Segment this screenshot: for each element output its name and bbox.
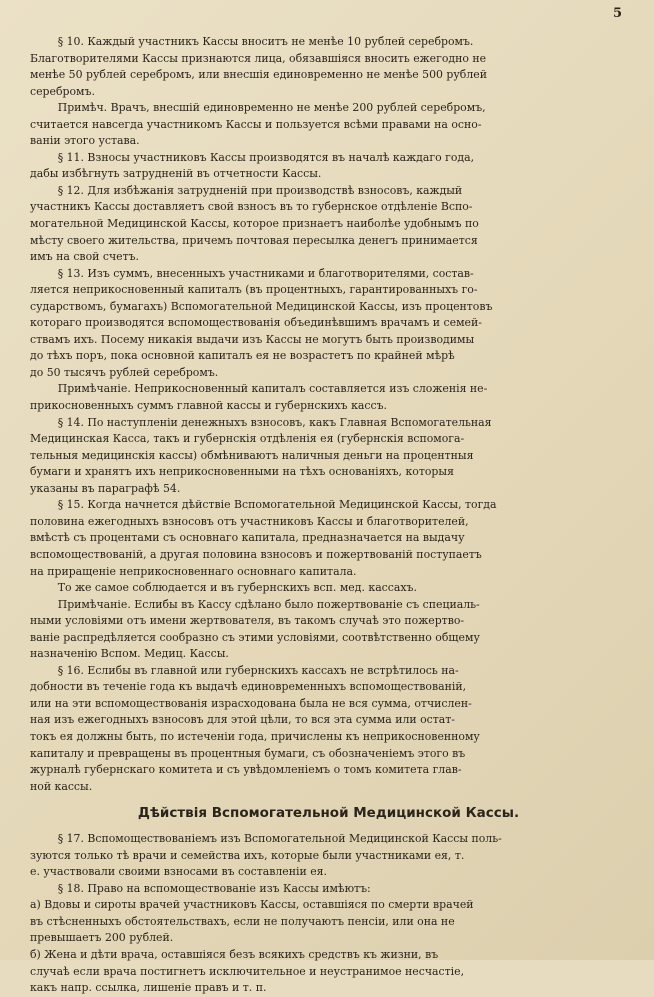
text-line: указаны въ параграфѣ 54. xyxy=(30,481,181,495)
text-line: журналѣ губернскаго комитета и съ увѣдомленіемъ о томъ комитета глав- xyxy=(30,763,462,777)
text-line: до тѣхъ поръ, пока основной капиталъ ея не возрастетъ по крайней мѣрѣ xyxy=(30,349,455,363)
text-line: Примѣчаніе. Еслибы въ Кассу сдѣлано было пожертвованіе съ специаль- xyxy=(30,597,480,611)
text-line: § 14. По наступленіи денежныхъ взносовъ, какъ Главная Вспомогательная xyxy=(30,415,492,429)
text-line: мѣсту своего жительства, причемъ почтовая пересылка денегъ принимается xyxy=(30,233,478,247)
text-line: на приращеніе неприкосновеннаго основнаго капитала. xyxy=(30,564,357,578)
text-line: случаѣ если врача постигнетъ исключительное и неустранимое несчастіе, xyxy=(30,964,465,978)
text-line: сударствомъ, бумагахъ) Вспомогательной Медицинской Кассы, изъ процентовъ xyxy=(30,299,493,313)
text-line: а) Вдовы и сироты врачей участниковъ Кассы, оставшіяся по смерти врачей xyxy=(30,898,474,912)
page-number: 5 xyxy=(612,6,622,21)
text-line: бумаги и хранятъ ихъ неприкосновенными на тѣхъ основаніяхъ, которыя xyxy=(30,465,454,479)
text-line: или на эти вспомоществованія израсходована была не вся сумма, отчислен- xyxy=(30,696,472,710)
text-line: § 17. Вспомоществованіемъ изъ Вспомогательной Медицинской Кассы поль- xyxy=(30,832,502,846)
text-line: § 13. Изъ суммъ, внесенныхъ участниками и благотворителями, состав- xyxy=(30,266,474,280)
text-line: § 12. Для избѣжанія затрудненій при производствѣ взносовъ, каждый xyxy=(30,183,463,197)
text-line: серебромъ. xyxy=(30,84,95,98)
text-line: б) Жена и дѣти врача, оставшіяся безъ всякихъ средствъ къ жизни, въ xyxy=(30,947,439,961)
text-line: прикосновенныхъ суммъ главной кассы и губернскихъ кассъ. xyxy=(30,399,387,413)
text-line: добности въ теченіе года къ выдачѣ единовременныхъ вспомоществованій, xyxy=(30,680,467,694)
text-line: какъ напр. ссылка, лишеніе правъ и т. п. xyxy=(30,981,267,995)
text-line: ствамъ ихъ. Посему никакія выдачи изъ Кассы не могутъ быть производимы xyxy=(30,332,475,346)
text-line: ляется неприкосновенный капиталъ (въ процентныхъ, гарантированныхъ го- xyxy=(30,283,478,297)
text-line: токъ ея должны быть, по истеченіи года, причислены къ неприкосновенному xyxy=(30,729,480,743)
text-line: дабы избѣгнуть затрудненій въ отчетности Кассы. xyxy=(30,167,322,181)
text-line: тельныя медицинскія кассы) обмѣниваютъ наличныя деньги на процентныя xyxy=(30,448,474,462)
text-line: превышаетъ 200 рублей. xyxy=(30,931,174,945)
text-line: § 15. Когда начнется дѣйствіе Вспомогательной Медицинской Кассы, тогда xyxy=(30,498,497,512)
text-line: ными условіями отъ имени жертвователя, въ такомъ случаѣ это пожертво- xyxy=(30,614,465,628)
text-line: Примѣч. Врачъ, внесшій единовременно не менѣе 200 рублей серебромъ, xyxy=(30,101,486,115)
text-line: капиталу и превращены въ процентныя бумаги, съ обозначеніемъ этого въ xyxy=(30,746,466,760)
text-line: Благотворителями Кассы признаются лица, обязавшіяся вносить ежегодно не xyxy=(30,51,487,65)
text-line: вмѣстѣ съ процентами съ основнаго капитала, предназначается на выдачу xyxy=(30,531,465,545)
text-line: ваніи этого устава. xyxy=(30,134,140,148)
text-line: вспомоществованій, а другая половина взносовъ и пожертвованій поступаетъ xyxy=(30,547,482,561)
text-line: § 18. Право на вспомоществованіе изъ Кассы имѣютъ: xyxy=(30,881,371,895)
text-line: въ стѣсненныхъ обстоятельствахъ, если не получаютъ пенсіи, или она не xyxy=(30,914,455,928)
document-body xyxy=(30,34,627,997)
text-line: § 16. Еслибы въ главной или губернскихъ кассахъ не встрѣтилось на- xyxy=(30,663,459,677)
text-line: ной кассы. xyxy=(30,779,93,793)
text-line: зуются только тѣ врачи и семейства ихъ, которые были участниками ея, т. xyxy=(30,848,465,862)
text-block-charter-articles xyxy=(30,34,627,795)
text-line: половина ежегодныхъ взносовъ отъ участниковъ Кассы и благотворителей, xyxy=(30,514,469,528)
section-heading: Дѣйствія Вспомогательной Медицинской Кассы. xyxy=(137,805,520,822)
text-line: назначенію Вспом. Медиц. Кассы. xyxy=(30,647,229,661)
text-line: менѣе 50 рублей серебромъ, или внесшія единовременно не менѣе 500 рублей xyxy=(30,68,487,82)
text-line: То же самое соблюдается и въ губернскихъ всп. мед. кассахъ. xyxy=(30,581,417,595)
text-line: считается навсегда участникомъ Кассы и пользуется всѣми правами на осно- xyxy=(30,117,482,131)
text-line: Примѣчаніе. Неприкосновенный капиталъ составляется изъ сложенія не- xyxy=(30,382,488,396)
text-line: до 50 тысячъ рублей серебромъ. xyxy=(30,365,219,379)
text-line: ваніе распредѣляется сообразно съ этими условіями, соотвѣтственно общему xyxy=(30,630,480,644)
text-line: е. участвовали своими взносами въ составленіи ея. xyxy=(30,865,327,879)
text-line: участникъ Кассы доставляетъ свой взносъ въ то губернское отдѣленіе Вспо- xyxy=(30,200,473,214)
text-line: котораго производятся вспомоществованія объединѣвшимъ врачамъ и семей- xyxy=(30,316,482,330)
text-line: могательной Медицинской Кассы, которое признаетъ наиболѣе удобнымъ по xyxy=(30,217,479,231)
text-line: § 11. Взносы участниковъ Кассы производятся въ началѣ каждаго года, xyxy=(30,150,475,164)
text-line: Медицинская Касса, такъ и губернскія отдѣленія ея (губернскія вспомога- xyxy=(30,432,465,446)
text-line: ная изъ ежегодныхъ взносовъ для этой цѣли, то вся эта сумма или остат- xyxy=(30,713,455,727)
text-block-activities xyxy=(30,831,627,996)
text-line: § 10. Каждый участникъ Кассы вноситъ не менѣе 10 рублей серебромъ. xyxy=(30,35,474,48)
text-line: имъ на свой счетъ. xyxy=(30,250,140,264)
